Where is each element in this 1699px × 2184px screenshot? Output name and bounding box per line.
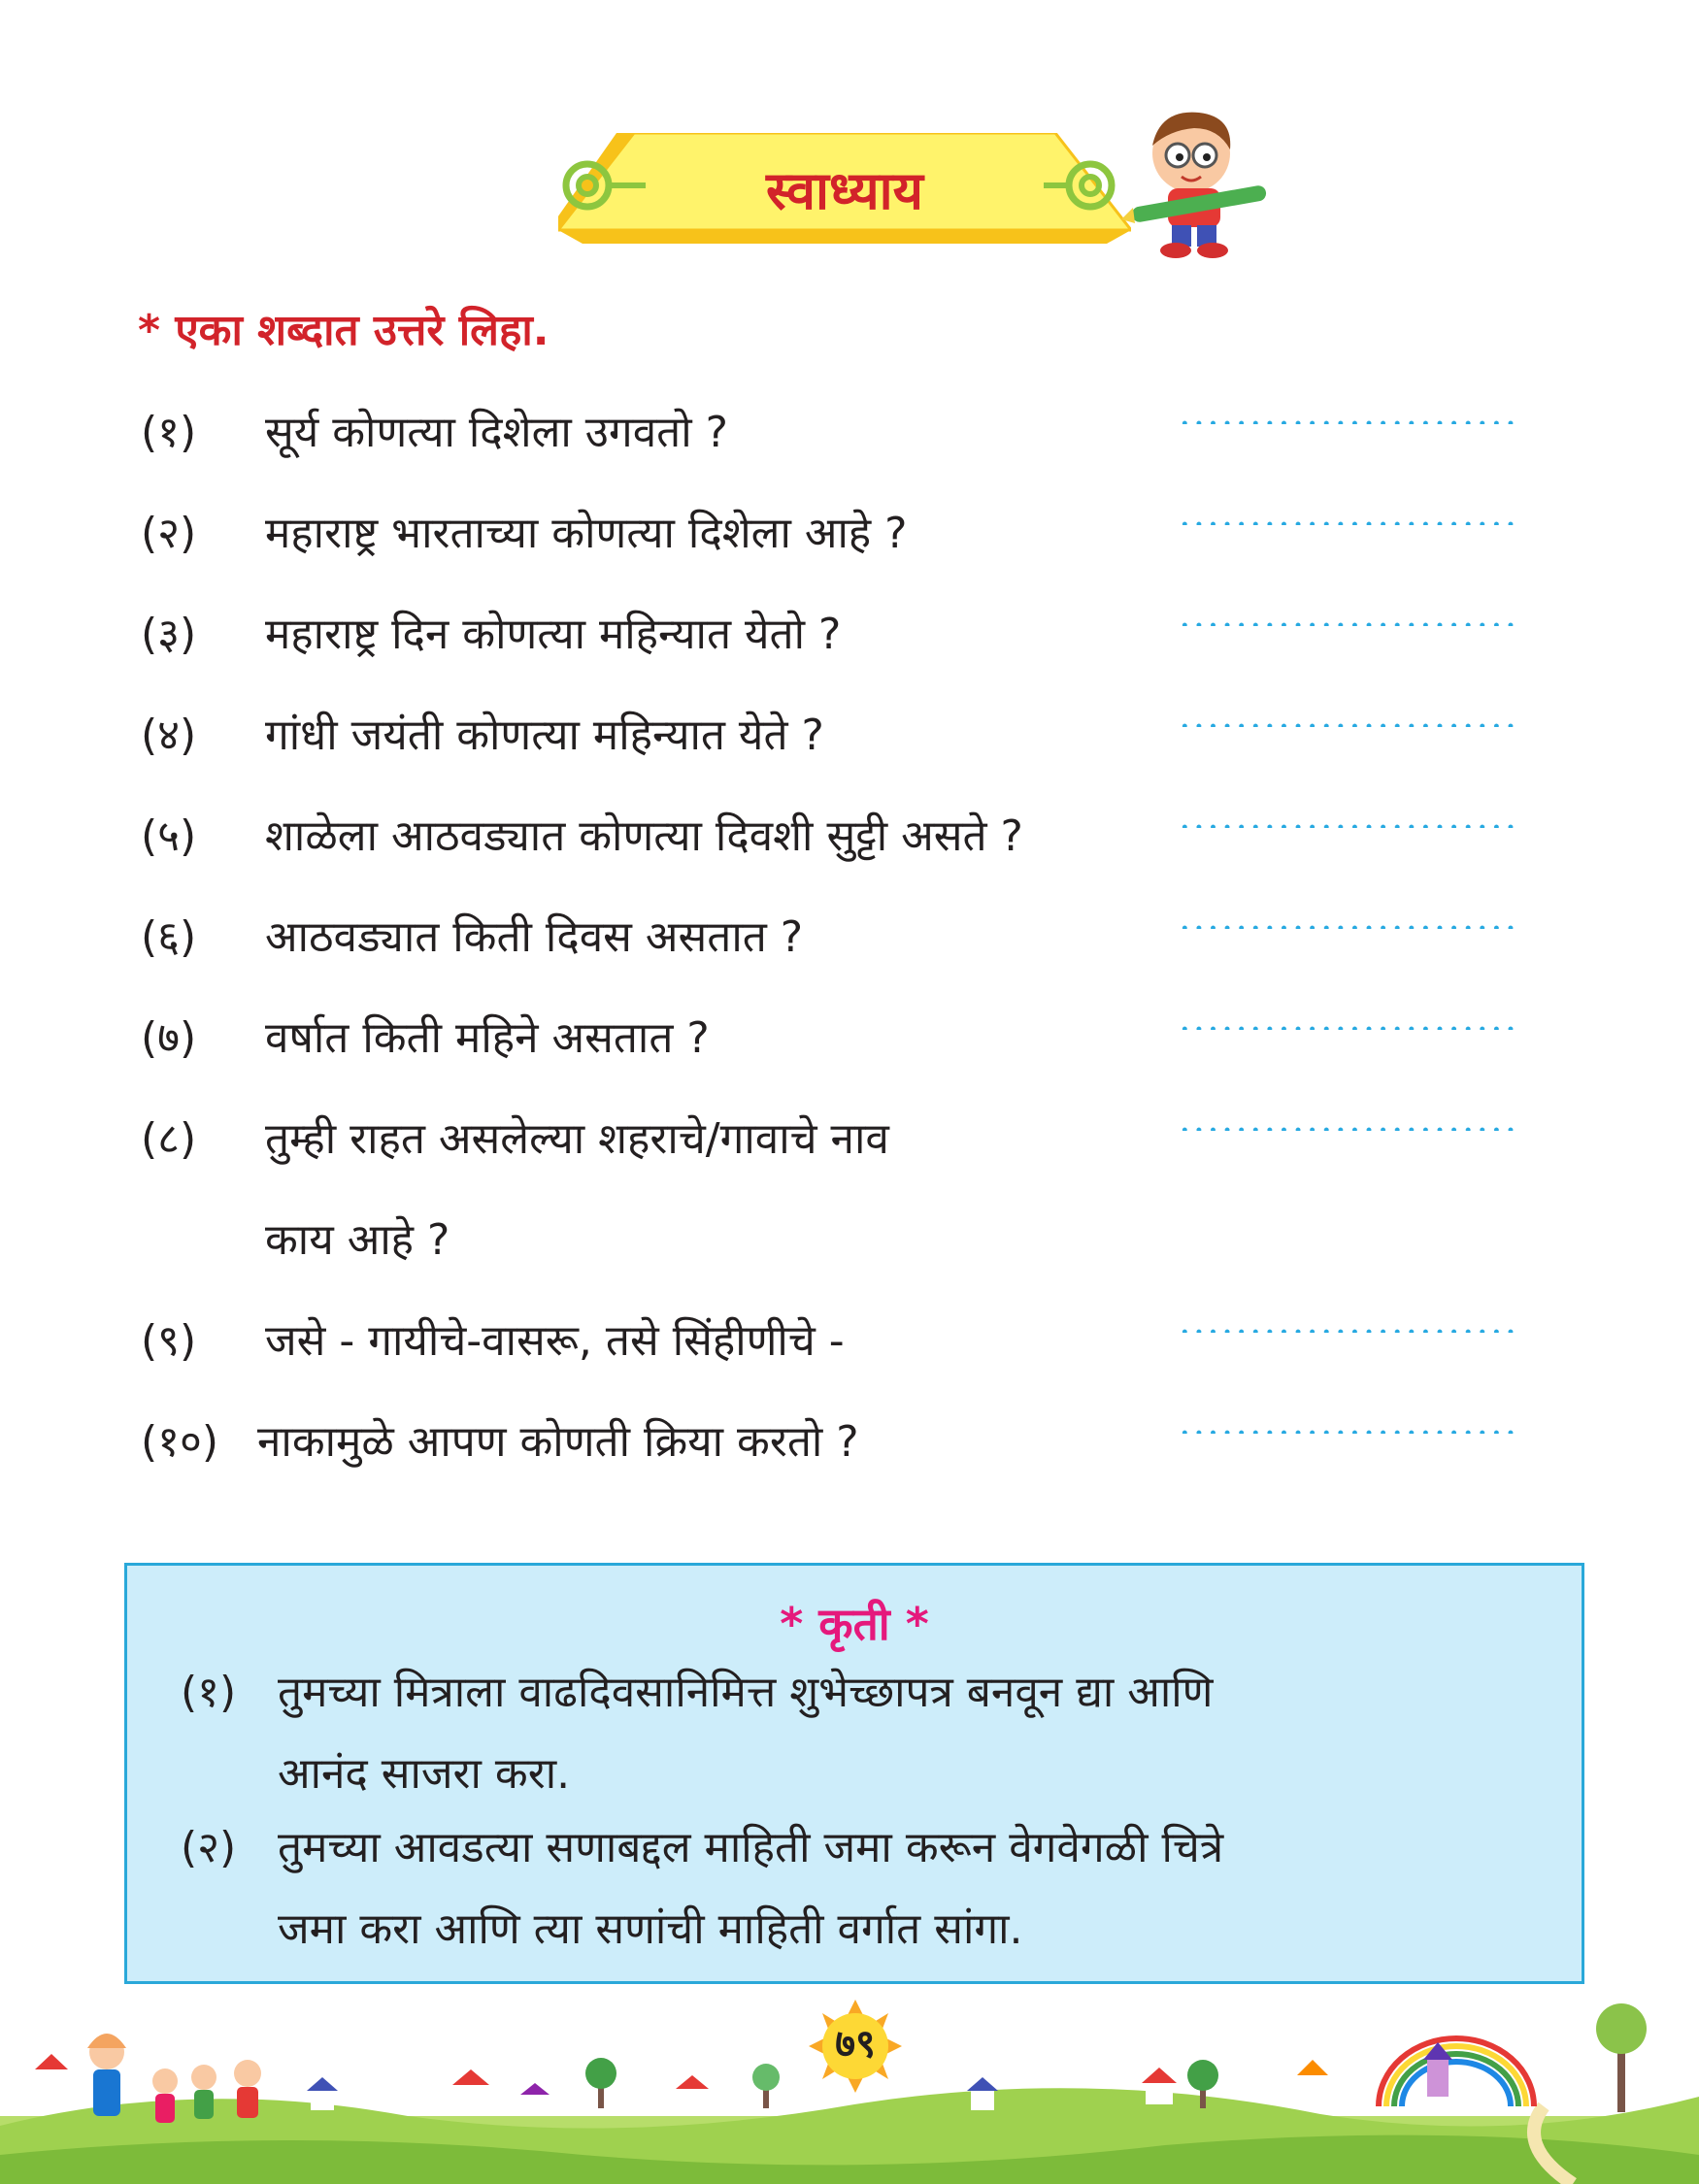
- answer-blank[interactable]: [1178, 1329, 1519, 1333]
- question-row: [141, 704, 1519, 772]
- question-number: (१): [141, 408, 197, 457]
- question-row: [141, 401, 1519, 469]
- question-text: महाराष्ट्र भारताच्या कोणत्या दिशेला आहे ?: [265, 509, 908, 558]
- answer-blank[interactable]: [1178, 824, 1519, 828]
- question-text: वर्षात किती महिने असतात ?: [265, 1013, 710, 1063]
- activity-number: (२): [181, 1823, 237, 1872]
- title-banner: [558, 133, 1131, 244]
- answer-blank[interactable]: [1178, 925, 1519, 929]
- question-number: (६): [141, 912, 197, 962]
- activity-text: तुमच्या आवडत्या सणाबद्दल माहिती जमा करून वेगवेगळी चित्रे: [278, 1823, 1224, 1872]
- question-number: (४): [141, 711, 197, 760]
- question-text: नाकामुळे आपण कोणती क्रिया करतो ?: [257, 1417, 859, 1467]
- page-title: स्वाध्याय: [766, 159, 923, 221]
- question-row: [141, 1410, 1519, 1478]
- question-text: शाळेला आठवड्यात कोणत्या दिवशी सुट्टी असते ?: [265, 811, 1023, 861]
- page-number: ७९: [835, 2022, 876, 2067]
- activity-title: * कृती *: [780, 1598, 929, 1650]
- activity-box: [124, 1563, 1584, 1984]
- question-row: [141, 502, 1519, 570]
- answer-blank[interactable]: [1178, 1026, 1519, 1030]
- question-row: [141, 1108, 1519, 1282]
- activity-text-continued: आनंद साजरा करा.: [278, 1749, 571, 1799]
- answer-blank[interactable]: [1178, 420, 1519, 424]
- question-text: गांधी जयंती कोणत्या महिन्यात येते ?: [265, 711, 824, 760]
- question-row: [141, 1309, 1519, 1377]
- boy-with-pencil-icon: [1112, 107, 1277, 262]
- question-text: आठवड्यात किती दिवस असतात ?: [265, 912, 804, 962]
- question-number: (५): [141, 811, 197, 861]
- section-heading: * एका शब्दात उत्तरे लिहा.: [138, 306, 550, 355]
- activity-text-continued: जमा करा आणि त्या सणांची माहिती वर्गात सांगा.: [278, 1904, 1023, 1954]
- question-number: (१०): [141, 1417, 219, 1467]
- question-row: [141, 603, 1519, 671]
- answer-blank[interactable]: [1178, 1430, 1519, 1434]
- question-row: [141, 1007, 1519, 1075]
- question-text: महाराष्ट्र दिन कोणत्या महिन्यात येतो ?: [265, 610, 842, 659]
- question-number: (८): [141, 1114, 197, 1164]
- question-number: (७): [141, 1013, 197, 1063]
- question-number: (२): [141, 509, 197, 558]
- rainbow-icon: [1379, 2038, 1534, 2106]
- question-text-continued: काय आहे ?: [265, 1215, 450, 1265]
- answer-blank[interactable]: [1178, 723, 1519, 727]
- question-number: (९): [141, 1316, 197, 1366]
- activity-number: (१): [181, 1668, 237, 1717]
- question-number: (३): [141, 610, 197, 659]
- question-row: [141, 906, 1519, 974]
- answer-blank[interactable]: [1178, 521, 1519, 525]
- activity-text: तुमच्या मित्राला वाढदिवसानिमित्त शुभेच्छापत्र बनवून द्या आणि: [278, 1668, 1214, 1717]
- question-text: जसे - गायीचे-वासरू, तसे सिंहीणीचे -: [265, 1316, 845, 1366]
- question-text: तुम्ही राहत असलेल्या शहराचे/गावाचे नाव: [265, 1114, 889, 1164]
- answer-blank[interactable]: [1178, 1127, 1519, 1131]
- question-row: [141, 805, 1519, 873]
- question-text: सूर्य कोणत्या दिशेला उगवतो ?: [265, 408, 728, 457]
- answer-blank[interactable]: [1178, 622, 1519, 626]
